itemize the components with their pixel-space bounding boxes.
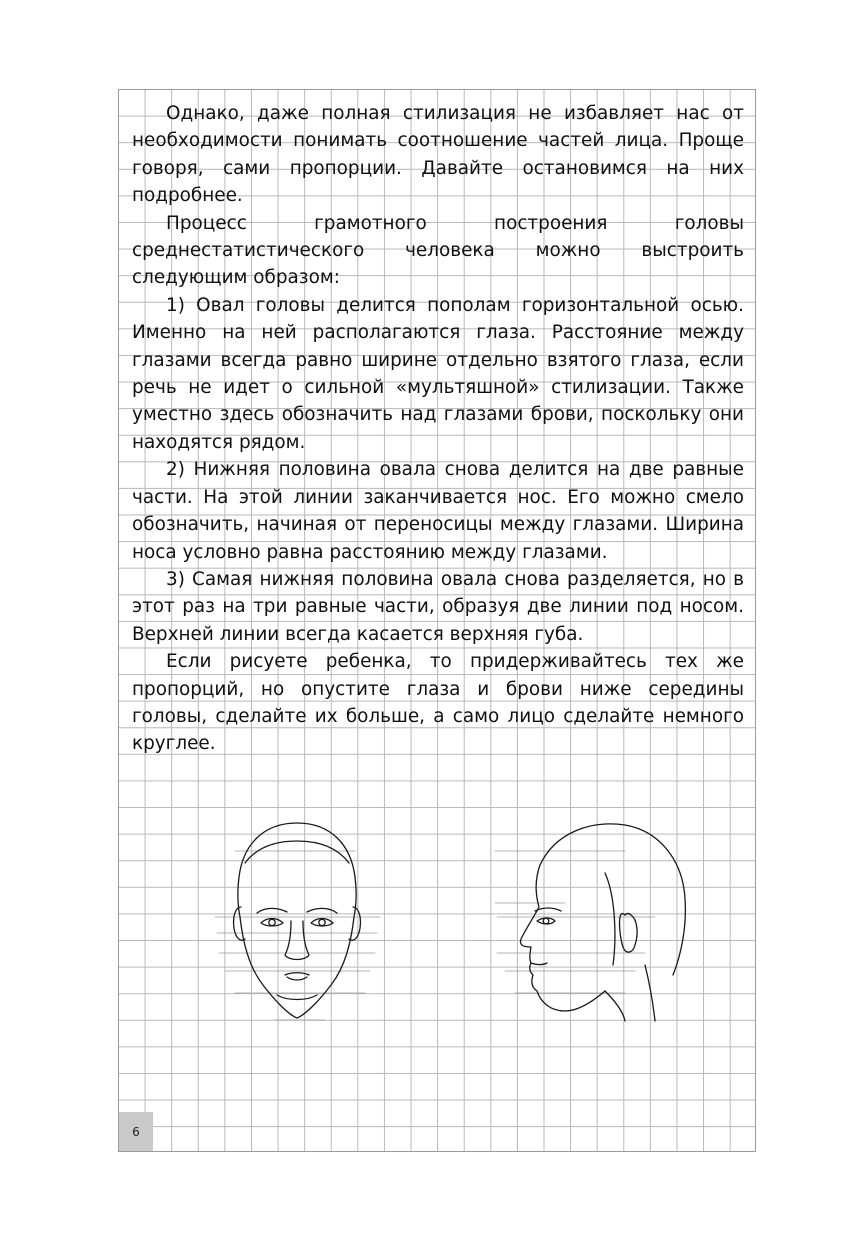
paragraph-step-1: 1) Овал головы делится пополам горизонтальной осью. Именно на ней располагаются глаза. Расстояние между глазами всегда равно ширине отдельно взятого глаза, если речь не идет о сильной «мультяшной» стилизации. Также уместно здесь обозначить над глазами брови, поскольку они находятся рядом. (132, 294, 744, 453)
paragraph-step-2: 2) Нижняя половина овала снова делится на две равные части. На этой линии заканчивается нос. Его можно смело обозначить, начиная от переносицы между глазами. Ширина носа условно равна расстоянию между глазами. (132, 459, 744, 563)
page-number: 6 (119, 1112, 153, 1151)
head-front-icon (215, 823, 380, 1020)
paragraph-intro: Однако, даже полная стилизация не избавляет нас от необходимости понимать соотношение частей лица. Проще говоря, сами пропорции. Давайте остановимся на них подробнее. (132, 103, 744, 207)
head-profile-icon (495, 824, 685, 1021)
body-text (132, 100, 744, 758)
head-proportions-illustration (205, 815, 705, 1025)
paragraph-step-3: 3) Самая нижняя половина овала снова разделяется, но в этот раз на три равные части, образуя две линии под носом. Верхней линии всегда касается верхняя губа. (132, 568, 744, 645)
paragraph-child: Если рисуете ребенка, то придерживайтесь тех же пропорций, но опустите глаза и брови ниже середины головы, сделайте их больше, а само лицо сделайте немного круглее. (132, 651, 744, 755)
paragraph-process: Процесс грамотного построения головы среднестатистического человека можно выстроить следующим образом: (132, 212, 744, 289)
